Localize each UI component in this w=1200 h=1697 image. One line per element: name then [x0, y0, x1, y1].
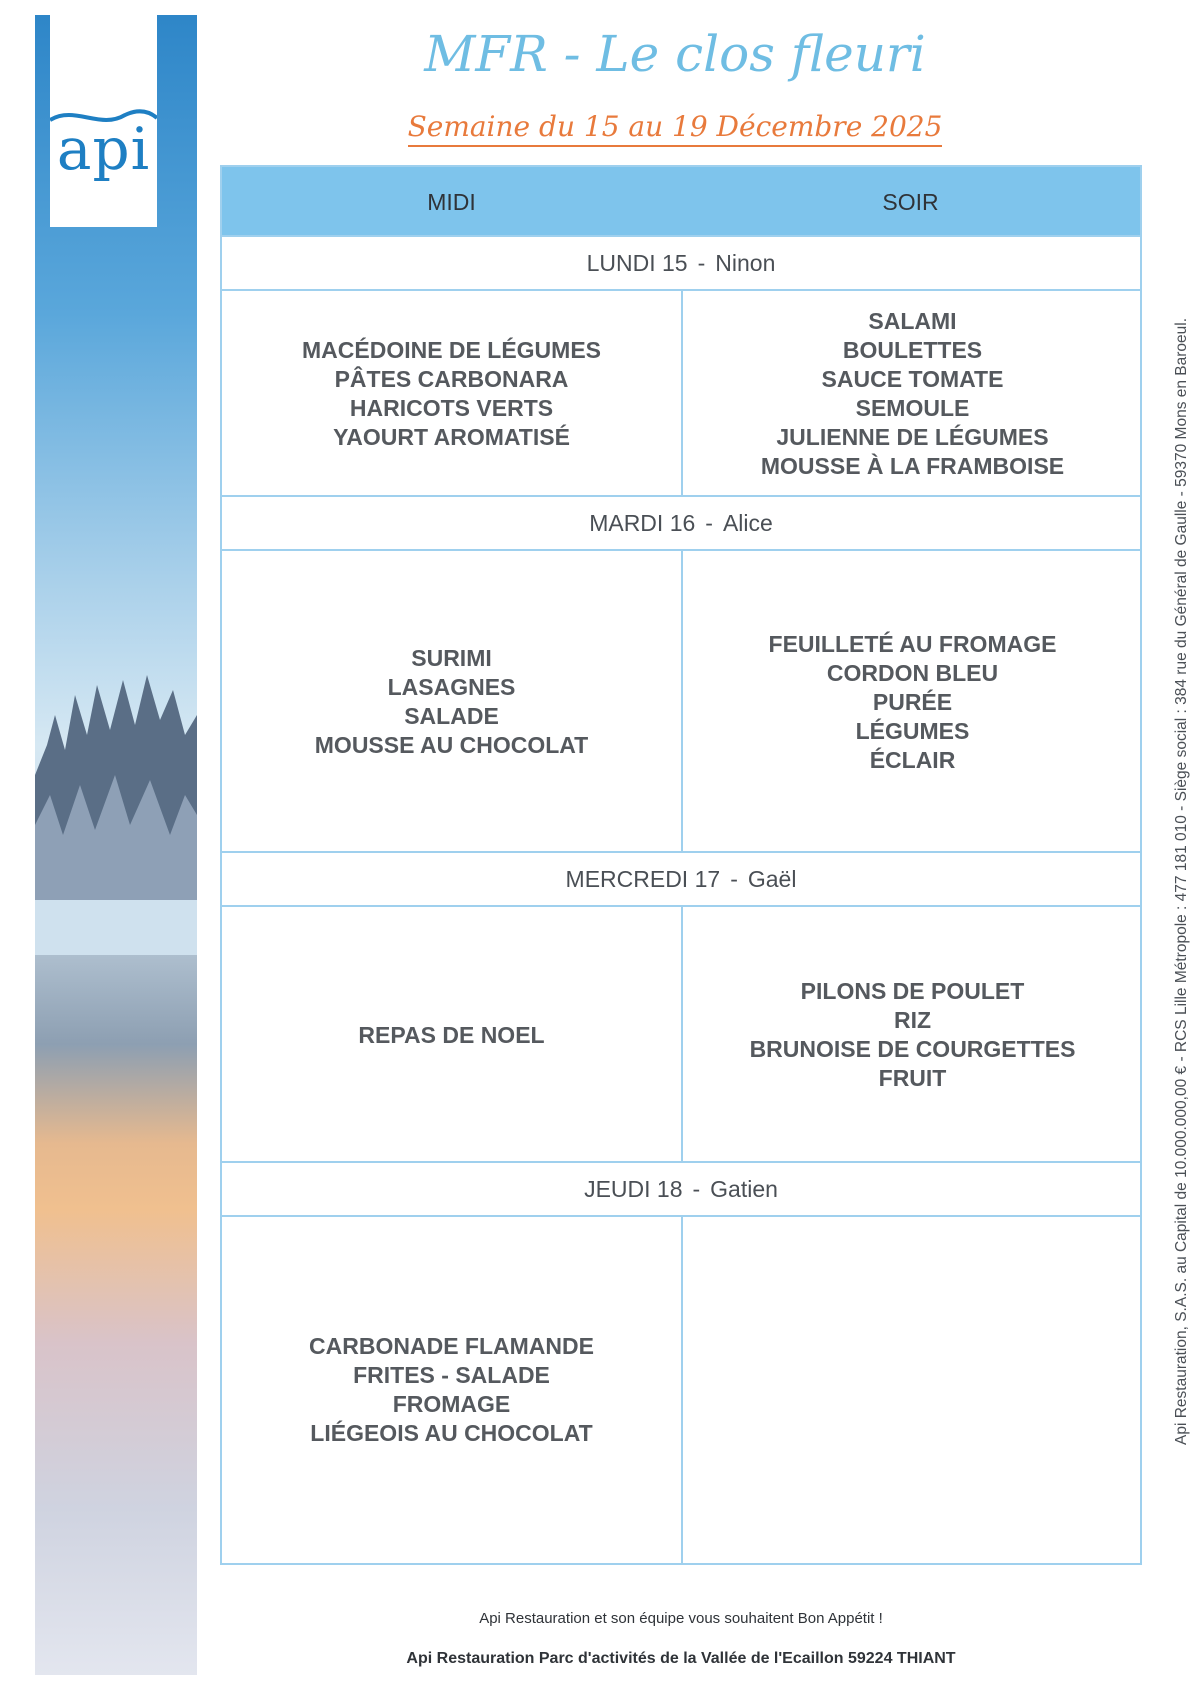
menu-item: FRITES - SALADE	[353, 1362, 550, 1388]
soir-cell	[681, 907, 1142, 1163]
soir-cell-empty	[681, 1217, 1142, 1563]
day-label: LUNDI 15	[586, 249, 688, 276]
legal-text: Api Restauration, S.A.S. au Capital de 10.000.000,00 € - RCS Lille Métropole : 477 181 010 - Siège social : 384 rue du Général de Gaulle - 59370 Mons en Baroeul.	[1173, 317, 1190, 1445]
menu-item: MOUSSE AU CHOCOLAT	[314, 732, 589, 758]
day-row-jeudi	[222, 1161, 1140, 1217]
day-row-mardi	[222, 495, 1140, 551]
day-name: Ninon	[715, 249, 776, 276]
midi-cell	[222, 907, 681, 1163]
menu-item: PILONS DE POULET	[800, 978, 1025, 1004]
week-subtitle-text: Semaine du 15 au 19 Décembre 2025	[408, 110, 943, 147]
midi-cell	[222, 1217, 681, 1563]
menu-item: PÂTES CARBONARA	[334, 366, 569, 392]
page-title: MFR - Le clos fleuri	[424, 25, 926, 83]
midi-cell	[222, 551, 681, 853]
week-subtitle	[250, 110, 1100, 143]
menu-item: MACÉDOINE DE LÉGUMES	[301, 337, 602, 363]
day-label: MERCREDI 17	[565, 865, 721, 892]
menu-item: YAOURT AROMATISÉ	[333, 424, 570, 450]
snowy-trees-illustration	[35, 655, 197, 955]
menu-item: BRUNOISE DE COURGETTES	[749, 1036, 1076, 1062]
day-separator: -	[730, 865, 738, 892]
menu-item: SALADE	[404, 703, 499, 729]
day-separator: -	[705, 509, 713, 536]
menu-item: RIZ	[893, 1007, 932, 1033]
menu-item: SURIMI	[411, 645, 492, 671]
menu-item: LIÉGEOIS AU CHOCOLAT	[310, 1420, 593, 1446]
meal-row-lundi	[222, 291, 1140, 497]
table-header	[222, 167, 1140, 237]
soir-cell	[681, 551, 1142, 853]
menu-item: MOUSSE À LA FRAMBOISE	[760, 453, 1065, 479]
day-name: Gaël	[747, 865, 797, 892]
menu-item: LASAGNES	[387, 674, 516, 700]
day-separator: -	[697, 249, 706, 276]
menu-item: ÉCLAIR	[869, 746, 956, 773]
menu-item: SAUCE TOMATE	[821, 366, 1004, 392]
footer-address: Api Restauration Parc d'activités de la Vallée de l'Ecaillon 59224 THIANT	[406, 1650, 956, 1667]
menu-item: JULIENNE DE LÉGUMES	[776, 424, 1049, 450]
menu-item: LÉGUMES	[855, 717, 970, 744]
logo-text: api	[56, 115, 151, 183]
meal-row-mardi	[222, 551, 1140, 853]
menu-item: FROMAGE	[392, 1391, 511, 1417]
day-row-lundi	[222, 235, 1140, 291]
day-name: Alice	[722, 509, 773, 536]
legal-side-note	[1168, 215, 1196, 1445]
menu-item: SEMOULE	[855, 395, 970, 421]
menu-item: BOULETTES	[842, 337, 983, 363]
day-label: JEUDI 18	[584, 1175, 683, 1202]
meal-row-mercredi	[222, 907, 1140, 1163]
menu-item: FRUIT	[878, 1065, 947, 1091]
menu-item: CARBONADE FLAMANDE	[309, 1333, 594, 1359]
column-soir: SOIR	[882, 188, 939, 215]
menu-item: HARICOTS VERTS	[349, 395, 554, 421]
day-name: Gatien	[710, 1175, 778, 1202]
footer-greeting: Api Restauration et son équipe vous souhaitent Bon Appétit !	[479, 1610, 883, 1627]
midi-cell	[222, 291, 681, 497]
meal-row-jeudi	[222, 1217, 1140, 1563]
day-label: MARDI 16	[589, 509, 696, 536]
menu-item: REPAS DE NOEL	[358, 1021, 545, 1048]
api-logo	[50, 15, 157, 227]
day-separator: -	[692, 1175, 701, 1202]
menu-item: FEUILLETÉ AU FROMAGE	[768, 630, 1057, 657]
soir-cell	[681, 291, 1142, 497]
menu-item: CORDON BLEU	[826, 659, 999, 686]
day-row-mercredi	[222, 851, 1140, 907]
menu-item: SALAMI	[868, 308, 957, 334]
menu-table	[220, 165, 1142, 1565]
menu-item: PURÉE	[872, 688, 953, 715]
column-midi: MIDI	[427, 188, 476, 215]
decorative-winter-strip	[35, 15, 197, 1675]
